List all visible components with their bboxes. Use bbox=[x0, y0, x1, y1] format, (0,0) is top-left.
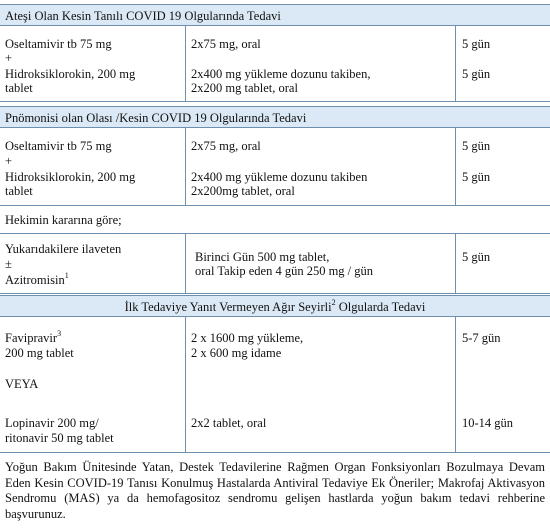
dose-hydroxychloroquine: 2x400 mg yükleme dozunu takiben bbox=[191, 170, 368, 184]
drug-azithromycin bbox=[5, 270, 69, 288]
column-divider bbox=[455, 234, 456, 294]
section-header-fever bbox=[0, 4, 550, 26]
dose-hydroxychloroquine: 2x400 mg yükleme dozunu takiben, bbox=[191, 67, 371, 81]
footnote-marker: 1 bbox=[64, 270, 69, 280]
duration: 5 gün bbox=[462, 67, 491, 81]
drug-oseltamivir: Oseltamivir tb 75 mg bbox=[5, 139, 112, 153]
column-divider bbox=[455, 128, 456, 206]
dose-favipiravir-maintenance: 2 x 600 mg idame bbox=[191, 346, 282, 360]
dose-hydroxychloroquine-maintenance: 2x200mg tablet, oral bbox=[191, 184, 295, 198]
drug-form: tablet bbox=[5, 184, 33, 198]
dose-azithromycin-followup: oral Takip eden 4 gün 250 mg / gün bbox=[195, 264, 374, 278]
drug-ritonavir: ritonavir 50 mg tablet bbox=[5, 431, 114, 445]
drug-favipiravir bbox=[5, 328, 62, 346]
plus-sign: + bbox=[5, 51, 13, 65]
or-label: VEYA bbox=[5, 377, 39, 391]
dose-lopinavir: 2x2 tablet, oral bbox=[191, 416, 267, 430]
section-title: Pnömonisi olan Olası /Kesin COVID 19 Olgularında Tedavi bbox=[5, 111, 307, 125]
column-divider bbox=[455, 317, 456, 453]
drug-form: tablet bbox=[5, 81, 33, 95]
column-divider bbox=[185, 128, 186, 206]
duration: 5 gün bbox=[462, 37, 491, 51]
physician-title: Hekimin kararına göre; bbox=[5, 213, 122, 227]
plus-sign: + bbox=[5, 154, 13, 168]
footnote-paragraph: Yoğun Bakım Ünitesinde Yatan, Destek Tedavilerine Rağmen Organ Fonksiyonları Bozulmaya Devam Eden Kesin COVID-19 Tanısı Konulmuş Hastalarda Antiviral Tedaviye Ek Öneriler; Makrofaj Aktivasyon Sendromu (MAS) ya da hemofagositoz sendromu gelişen hastlarda yoğun bakım tedavi rehberine başvurunuz. bbox=[5, 460, 545, 521]
dose-favipiravir-loading: 2 x 1600 mg yükleme, bbox=[191, 331, 304, 345]
dose-hydroxychloroquine-maintenance: 2x200 mg tablet, oral bbox=[191, 81, 298, 95]
severe-title-tail: Olgularda Tedavi bbox=[335, 300, 426, 314]
plus-minus-sign: ± bbox=[5, 257, 12, 271]
drug-oseltamivir: Oseltamivir tb 75 mg bbox=[5, 37, 112, 51]
drug-hydroxychloroquine: Hidroksiklorokin, 200 mg bbox=[5, 170, 136, 184]
column-divider bbox=[185, 234, 186, 294]
section-title: Ateşi Olan Kesin Tanılı COVID 19 Olgularında Tedavi bbox=[5, 9, 281, 23]
duration: 5 gün bbox=[462, 250, 491, 264]
duration: 5 gün bbox=[462, 170, 491, 184]
section-header-pneumonia bbox=[0, 106, 550, 128]
footnote-marker: 2 bbox=[331, 297, 336, 307]
column-divider bbox=[455, 26, 456, 102]
section-header-severe bbox=[0, 295, 550, 317]
drug-azithromycin-name: Azitromisin bbox=[5, 273, 65, 287]
footnote-marker: 3 bbox=[57, 328, 62, 338]
drug-lopinavir: Lopinavir 200 mg/ bbox=[5, 416, 99, 430]
dose-oseltamivir: 2x75 mg, oral bbox=[191, 37, 261, 51]
drug-hydroxychloroquine: Hidroksiklorokin, 200 mg bbox=[5, 67, 136, 81]
duration: 5-7 gün bbox=[462, 331, 501, 345]
severe-title-main: İlk Tedaviye Yanıt Vermeyen Ağır Seyirli bbox=[124, 300, 332, 314]
column-divider bbox=[185, 26, 186, 102]
duration: 5 gün bbox=[462, 139, 491, 153]
column-divider bbox=[185, 317, 186, 453]
duration: 10-14 gün bbox=[462, 416, 514, 430]
additional-drug-intro: Yukarıdakilere ilaveten bbox=[5, 242, 122, 256]
dose-azithromycin-day1: Birinci Gün 500 mg tablet, bbox=[195, 250, 330, 264]
dose-oseltamivir: 2x75 mg, oral bbox=[191, 139, 261, 153]
drug-favipiravir-name: Favipravir bbox=[5, 331, 58, 345]
drug-favipiravir-form: 200 mg tablet bbox=[5, 346, 74, 360]
